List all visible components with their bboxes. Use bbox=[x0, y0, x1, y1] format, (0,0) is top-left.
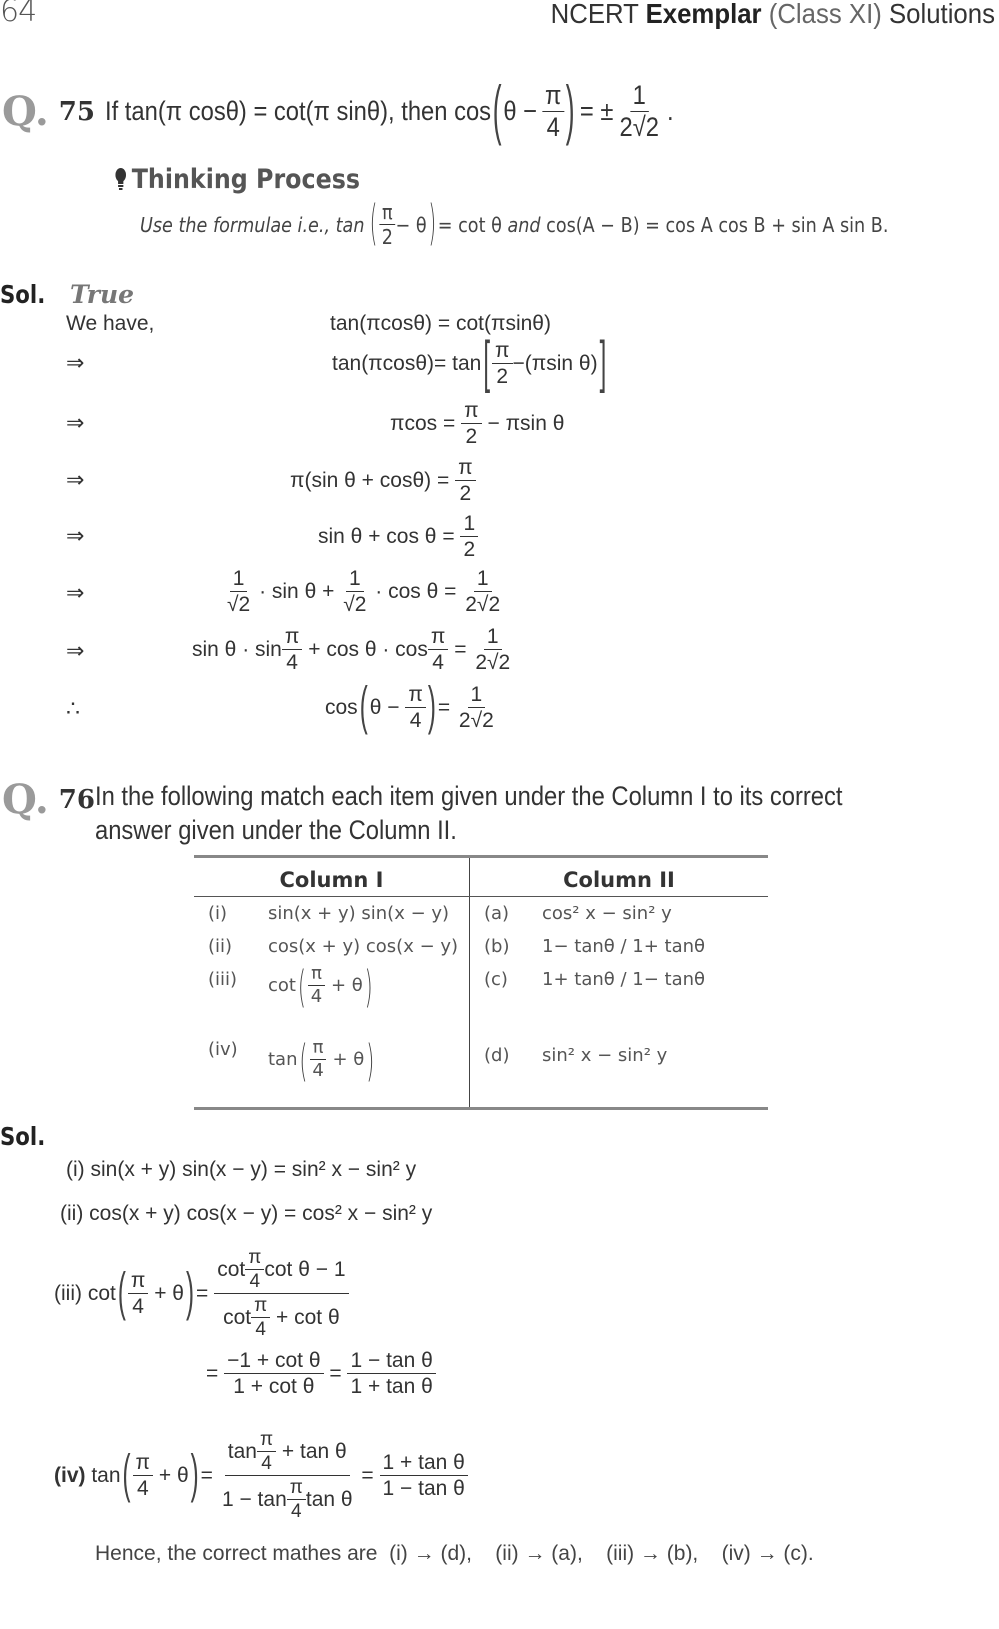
step-rest: − πsin θ bbox=[487, 411, 565, 435]
frac-den: 4 bbox=[255, 1319, 266, 1340]
solution-part-iii: (iii) cot ( $\frac{\pi}{4}$ + θ ) = cot $\frac{\pi}{4}$ cot θ − 1 cot $\frac{\pi}{4}$ + cot θ bbox=[54, 1248, 349, 1339]
left-paren: ( bbox=[359, 676, 368, 737]
equals-pm: = ± bbox=[579, 96, 614, 126]
frac-num: 1 bbox=[230, 568, 248, 592]
step-lhs: π(sin θ + cosθ) = bbox=[290, 468, 450, 492]
frac-den: 4 bbox=[312, 1060, 324, 1081]
fraction bbox=[405, 684, 426, 731]
item-fn: cot bbox=[268, 975, 296, 996]
answer-label: (d) bbox=[484, 1045, 510, 1066]
table-row bbox=[194, 963, 768, 1033]
frac-den: 2 bbox=[381, 225, 393, 249]
question-text-line-1: In the following match each item given under the Column I to its correct bbox=[95, 781, 843, 811]
matching-table bbox=[194, 855, 768, 1110]
frac-den: 4 bbox=[249, 1271, 261, 1292]
frac-den: 2√2 bbox=[475, 651, 511, 674]
frac-num: 1 bbox=[346, 568, 364, 592]
frac-den: 2 bbox=[465, 425, 478, 448]
solution-step-6 bbox=[224, 568, 503, 615]
equals: = bbox=[454, 637, 467, 661]
implies-icon: ⇒ bbox=[66, 523, 85, 548]
left-paren: ( bbox=[492, 74, 502, 147]
frac-num: π bbox=[245, 1248, 264, 1270]
part-rest: + θ bbox=[158, 1463, 189, 1487]
frac-num: 1 + tan θ bbox=[380, 1452, 468, 1476]
thinking-title: Thinking Process bbox=[131, 164, 360, 195]
solution-step-5 bbox=[318, 513, 478, 560]
left-paren: ( bbox=[369, 197, 378, 252]
frac-den: 4 bbox=[432, 651, 444, 674]
solution-step-4 bbox=[290, 457, 476, 504]
frac-num: 1 bbox=[630, 82, 649, 112]
paren-inner: θ − bbox=[503, 96, 538, 126]
fraction bbox=[456, 684, 497, 731]
part-label: (iv) bbox=[54, 1463, 86, 1487]
item-rest: + θ bbox=[332, 1049, 365, 1070]
solution-step-7 bbox=[192, 626, 513, 673]
column-1-cell bbox=[194, 1033, 470, 1109]
step-text: cos bbox=[325, 695, 358, 719]
right-bracket: ] bbox=[599, 329, 607, 395]
part-label: (iii) bbox=[54, 1281, 82, 1305]
fraction bbox=[380, 1452, 468, 1499]
frac-num: π bbox=[282, 626, 303, 650]
left-paren: ( bbox=[117, 1262, 126, 1323]
frac-den: 1 − tan θ bbox=[382, 1477, 465, 1500]
frac-num: π bbox=[257, 1430, 276, 1452]
frac-den: 1 + tan θ bbox=[350, 1375, 433, 1398]
step-text: tan(πcosθ) = cot(πsinθ) bbox=[330, 312, 551, 335]
solution-part-iv: (iv) tan ( $\frac{\pi}{4}$ + θ ) = tan $\frac{\pi}{4}$ + tan θ 1 − tan $\frac{\pi}{4}$ tan θ = $\frac{\text{1 + tan θ}}{\text{1 − tan θ}}$ bbox=[54, 1430, 468, 1521]
part-expr: sin(x + y) sin(x − y) = sin² x − sin² y bbox=[90, 1158, 417, 1181]
fraction bbox=[340, 568, 369, 615]
frac-den: 4 bbox=[286, 651, 298, 674]
frac-den: 2√2 bbox=[465, 593, 501, 616]
thinking-process-body bbox=[140, 197, 889, 252]
solution-part-ii bbox=[60, 1202, 432, 1226]
frac-num: −1 + cot θ bbox=[224, 1350, 323, 1374]
item-expr: sin(x + y) sin(x − y) bbox=[268, 903, 450, 924]
frac-den bbox=[219, 1476, 356, 1521]
question-mark: Q. bbox=[2, 776, 49, 823]
fraction bbox=[461, 400, 482, 447]
num-fn: tan bbox=[227, 1440, 257, 1463]
step-lhs: πcos = bbox=[390, 411, 456, 435]
part-fn: cot bbox=[87, 1281, 116, 1305]
column-2-cell bbox=[470, 897, 769, 931]
item-label: (iii) bbox=[208, 969, 238, 990]
step-lhs: sin θ + cos θ = bbox=[318, 524, 455, 548]
answer-expr: sin² x − sin² y bbox=[542, 1045, 668, 1066]
step-text: · sin θ + bbox=[259, 579, 335, 603]
frac-den: 2√2 bbox=[458, 709, 494, 732]
solution-label: Sol. bbox=[0, 1122, 46, 1151]
den-rest: tan θ bbox=[305, 1488, 353, 1511]
step-text: + cos θ · cos bbox=[308, 637, 428, 661]
fraction bbox=[224, 1350, 323, 1397]
frac-num: π bbox=[428, 626, 449, 650]
fraction bbox=[309, 1039, 326, 1080]
left-paren: ( bbox=[122, 1444, 131, 1505]
frac-num: π bbox=[308, 965, 325, 986]
frac-den bbox=[220, 1294, 343, 1339]
page-number: 64 bbox=[0, 0, 37, 29]
column-2-cell bbox=[470, 963, 769, 1033]
thinking-process-heading bbox=[115, 164, 360, 195]
question-75 bbox=[2, 74, 751, 147]
question-text bbox=[104, 74, 674, 147]
fraction bbox=[542, 82, 564, 141]
question-number: 76 bbox=[58, 784, 95, 815]
frac-num: 1 bbox=[474, 568, 492, 592]
implies-icon: ⇒ bbox=[66, 638, 85, 663]
answer-expr: cos² x − sin² y bbox=[542, 903, 672, 924]
big-fraction bbox=[219, 1430, 356, 1521]
fraction bbox=[462, 568, 503, 615]
part-label: (ii) bbox=[60, 1202, 84, 1225]
frac-num bbox=[214, 1248, 348, 1294]
fraction bbox=[245, 1248, 264, 1291]
question-76 bbox=[2, 776, 95, 823]
running-head bbox=[551, 0, 995, 30]
frac-num: π bbox=[379, 202, 395, 225]
series-bold: Exemplar bbox=[645, 0, 762, 29]
right-paren: ) bbox=[366, 1033, 375, 1086]
fraction bbox=[455, 457, 476, 504]
frac-num: 1 − tan θ bbox=[347, 1350, 435, 1374]
frac-num: π bbox=[310, 1039, 327, 1060]
series-prefix: NCERT bbox=[550, 0, 639, 29]
answer-label: (b) bbox=[484, 936, 510, 957]
we-have-text: We have, bbox=[66, 312, 155, 335]
num-rest: + tan θ bbox=[281, 1440, 347, 1463]
thinking-and: and bbox=[507, 212, 541, 237]
step-rest: −(πsin θ) bbox=[512, 351, 598, 375]
implies-icon: ⇒ bbox=[66, 350, 85, 375]
column-1-cell bbox=[194, 897, 470, 931]
num-fn: cot bbox=[217, 1258, 246, 1281]
column-1-cell bbox=[194, 930, 470, 963]
left-paren: ( bbox=[299, 1033, 308, 1086]
item-label: (ii) bbox=[208, 936, 233, 957]
step-text: · cos θ = bbox=[375, 579, 457, 603]
table-row bbox=[194, 1033, 768, 1109]
table-row bbox=[194, 930, 768, 963]
part-expr: cos(x + y) cos(x − y) = cos² x − sin² y bbox=[89, 1202, 433, 1225]
column-2-cell bbox=[470, 1033, 769, 1109]
item-expr: cos(x + y) cos(x − y) bbox=[268, 936, 459, 957]
frac-den: 4 bbox=[132, 1295, 144, 1318]
frac-num: π bbox=[251, 1296, 270, 1318]
frac-den: 4 bbox=[310, 986, 323, 1007]
den-rest: + cot θ bbox=[276, 1306, 340, 1329]
left-paren: ( bbox=[297, 959, 306, 1012]
solution-step-2 bbox=[332, 329, 608, 395]
frac-num: π bbox=[492, 340, 513, 364]
fraction bbox=[133, 1452, 154, 1499]
frac-den: 4 bbox=[136, 1477, 149, 1500]
right-paren: ) bbox=[428, 197, 437, 252]
series-class: (Class XI) bbox=[768, 0, 882, 29]
frac-den: 2√2 bbox=[619, 112, 659, 142]
fraction bbox=[472, 626, 513, 673]
answer-label: (c) bbox=[484, 969, 508, 990]
frac-den: √2 bbox=[343, 593, 367, 616]
question-mark: Q. bbox=[2, 88, 49, 135]
num-rest: cot θ − 1 bbox=[264, 1258, 346, 1281]
fraction bbox=[347, 1350, 435, 1397]
step-text: sin θ · sin bbox=[192, 637, 282, 661]
frac-den: 2 bbox=[459, 482, 472, 505]
implies-icon: ⇒ bbox=[66, 410, 85, 435]
column-2-header: Column II bbox=[470, 857, 769, 897]
column-1-cell bbox=[194, 959, 470, 1033]
right-paren: ) bbox=[185, 1262, 194, 1323]
column-2-cell bbox=[470, 930, 769, 963]
paren-inner: θ − bbox=[369, 695, 400, 719]
solution-step-8 bbox=[325, 676, 497, 737]
den-fn: 1 − tan bbox=[221, 1488, 287, 1511]
frac-den: 4 bbox=[261, 1453, 272, 1474]
frac-num: π bbox=[461, 400, 482, 424]
right-paren: ) bbox=[565, 74, 575, 147]
item-label: (iv) bbox=[208, 1039, 238, 1060]
frac-den: √2 bbox=[227, 593, 251, 616]
answer-expr: 1+ tanθ / 1− tanθ bbox=[542, 969, 706, 990]
fraction bbox=[257, 1430, 276, 1473]
fraction bbox=[492, 340, 513, 387]
fraction bbox=[428, 626, 449, 673]
left-bracket: [ bbox=[483, 329, 490, 395]
fraction bbox=[308, 965, 325, 1006]
solution-step-1 bbox=[330, 312, 551, 336]
fraction bbox=[617, 82, 662, 141]
step-lhs: tan(πcosθ)= tan bbox=[332, 351, 482, 375]
frac-num: π bbox=[455, 457, 476, 481]
fraction bbox=[251, 1296, 270, 1339]
solution-part-iii-line-2: = $\frac{\text{−1 + cot θ}}{\text{1 + cot θ}}$ = $\frac{\text{1 − tan θ}}{\text{1 + tan θ}}$ bbox=[206, 1350, 436, 1397]
right-paren: ) bbox=[190, 1444, 199, 1505]
frac-den: 2 bbox=[496, 365, 509, 388]
frac-num: π bbox=[287, 1478, 306, 1500]
thinking-prefix: Use the formulae i.e., tan bbox=[140, 212, 365, 237]
question-lhs: If tan(π cosθ) = cot(π sinθ), then cos bbox=[104, 96, 492, 126]
frac-den: 4 bbox=[409, 709, 422, 732]
frac-num: π bbox=[542, 82, 564, 112]
answer-expr: 1− tanθ / 1+ tanθ bbox=[542, 936, 706, 957]
thinking-rest: cos(A − B) = cos A cos B + sin A sin B. bbox=[546, 212, 889, 237]
we-have-label bbox=[66, 312, 154, 336]
solution-label: Sol. bbox=[0, 280, 46, 309]
question-number: 75 bbox=[58, 96, 95, 127]
frac-den: 1 + cot θ bbox=[233, 1375, 315, 1398]
answer-label: (a) bbox=[484, 903, 510, 924]
table-row bbox=[194, 897, 768, 931]
frac-num: 1 bbox=[484, 626, 502, 650]
implies-icon: ⇒ bbox=[66, 467, 85, 492]
equals: = bbox=[437, 695, 451, 719]
right-paren: ) bbox=[427, 676, 436, 737]
item-rest: + θ bbox=[330, 975, 363, 996]
frac-num: 1 bbox=[468, 684, 486, 708]
therefore-icon: ∴ bbox=[66, 696, 80, 721]
part-rest: + θ bbox=[154, 1281, 184, 1305]
fraction bbox=[282, 626, 303, 673]
fraction bbox=[460, 513, 478, 560]
solution-conclusion bbox=[95, 1542, 814, 1566]
big-fraction bbox=[214, 1248, 348, 1339]
item-label: (i) bbox=[208, 903, 228, 924]
lightbulb-icon bbox=[115, 168, 126, 190]
part-label: (i) bbox=[66, 1158, 85, 1181]
frac-num: π bbox=[405, 684, 426, 708]
fraction bbox=[379, 202, 395, 247]
frac-num: π bbox=[128, 1270, 149, 1294]
implies-icon: ⇒ bbox=[66, 580, 85, 605]
series-suffix: Solutions bbox=[889, 0, 995, 29]
period: . bbox=[666, 96, 674, 126]
frac-den: 4 bbox=[291, 1501, 302, 1522]
question-text-line-2: answer given under the Column II. bbox=[95, 815, 457, 845]
den-fn: cot bbox=[223, 1306, 252, 1329]
fraction bbox=[224, 568, 253, 615]
frac-num bbox=[225, 1430, 350, 1476]
fraction bbox=[287, 1478, 306, 1521]
inner-rest: − θ bbox=[395, 212, 427, 237]
frac-num: π bbox=[133, 1452, 154, 1476]
fraction bbox=[128, 1270, 149, 1317]
frac-num: 1 bbox=[460, 513, 478, 537]
solution-verdict: True bbox=[70, 280, 135, 309]
solution-step-3 bbox=[390, 400, 564, 447]
solution-part-i bbox=[66, 1158, 416, 1182]
right-paren: ) bbox=[364, 959, 373, 1012]
frac-den: 4 bbox=[546, 112, 560, 142]
thinking-mid: = cot θ bbox=[437, 212, 502, 237]
conclusion-text: Hence, the correct mathes are (i) → (d), (ii) → (a), (iii) → (b), (iv) → (c). bbox=[95, 1542, 814, 1565]
frac-den: 2 bbox=[463, 538, 476, 561]
item-fn: tan bbox=[268, 1049, 298, 1070]
column-1-header: Column I bbox=[194, 857, 470, 897]
part-fn: tan bbox=[91, 1463, 121, 1487]
